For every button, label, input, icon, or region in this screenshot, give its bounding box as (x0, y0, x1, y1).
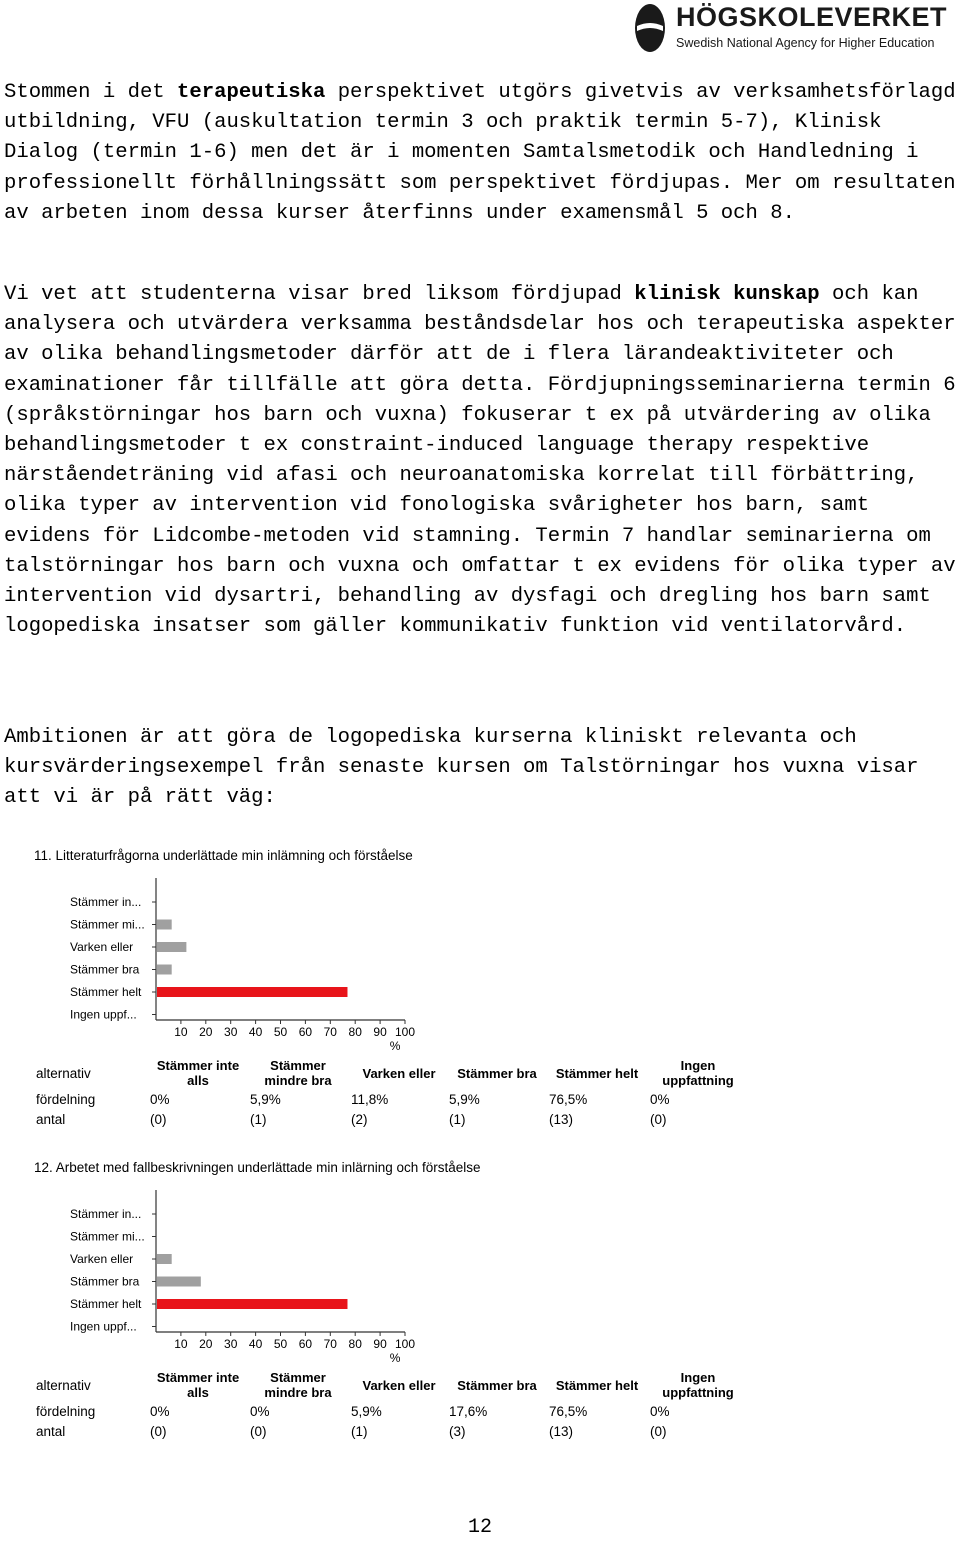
paragraph-terapeutiska (4, 78, 956, 229)
table-header: uppfattning (662, 1073, 734, 1088)
table-percent: 0% (250, 1404, 270, 1419)
chart-svg (30, 842, 760, 1142)
hogskoleverket-logo (634, 2, 960, 54)
table-header: Ingen (680, 1058, 716, 1073)
table-percent: 76,5% (549, 1092, 588, 1107)
x-tick-label: 80 (348, 1337, 362, 1351)
category-label: Stämmer in... (70, 1207, 142, 1221)
x-tick-label: 60 (298, 1337, 313, 1351)
chart-svg (30, 1154, 760, 1454)
table-row-label: fördelning (36, 1092, 96, 1107)
table-count: (0) (650, 1112, 667, 1127)
table-count: (0) (150, 1424, 167, 1439)
x-tick-label: 60 (298, 1025, 313, 1039)
category-label: Ingen uppf... (70, 1007, 137, 1022)
table-header: Varken eller (362, 1378, 436, 1393)
category-label: Stämmer mi... (70, 1229, 145, 1244)
paragraph-ambitionen (4, 723, 956, 814)
category-label: Stämmer helt (70, 1297, 142, 1311)
table-count: (1) (449, 1112, 466, 1127)
table-header: Stämmer (270, 1058, 326, 1073)
text-segment: Stommen i det (4, 81, 178, 104)
logo-title: HÖGSKOLEVERKET (676, 2, 948, 32)
x-tick-label: 30 (224, 1025, 238, 1039)
table-header: Stämmer inte (156, 1058, 240, 1073)
x-tick-label: 90 (373, 1337, 387, 1351)
bar (157, 1277, 201, 1287)
table-header: Varken eller (362, 1066, 436, 1081)
x-tick-label: 90 (373, 1025, 387, 1039)
table-header: Stämmer helt (555, 1378, 639, 1393)
table-count: (3) (449, 1424, 466, 1439)
table-row-label: antal (36, 1112, 66, 1127)
table-row-label: alternativ (36, 1066, 91, 1081)
category-label: Stämmer helt (70, 985, 142, 999)
x-tick-label: 40 (248, 1337, 263, 1351)
bold-text: klinisk kunskap (634, 283, 820, 306)
x-tick-label: 50 (273, 1025, 288, 1039)
x-axis-label: % (389, 1039, 401, 1053)
table-count: (0) (150, 1112, 167, 1127)
table-header: uppfattning (662, 1385, 734, 1400)
table-percent: 76,5% (549, 1404, 588, 1419)
x-axis-label: % (389, 1351, 401, 1365)
chart-question-12 (30, 1154, 760, 1454)
table-count: (13) (549, 1424, 574, 1439)
x-tick-label: 10 (174, 1337, 188, 1351)
table-percent: 0% (650, 1404, 670, 1419)
category-label: Stämmer in... (70, 895, 142, 909)
table-percent: 5,9% (351, 1404, 382, 1419)
table-header: Ingen (680, 1370, 716, 1385)
table-count: (1) (351, 1424, 368, 1439)
x-tick-label: 10 (174, 1025, 188, 1039)
table-percent: 0% (150, 1404, 170, 1419)
table-row-label: antal (36, 1424, 66, 1439)
bar (157, 942, 186, 952)
table-percent: 17,6% (449, 1404, 488, 1419)
table-row-label: alternativ (36, 1378, 91, 1393)
logo-mark-icon (634, 2, 666, 54)
text-segment: Ambitionen är att göra de logopediska kurserna kliniskt relevanta och kursvärderingsexempel från senaste kursen om Talstörningar hos vuxna visar att vi är på rätt väg: (4, 726, 919, 810)
text-segment: Vi vet att studenterna visar bred liksom fördjupad (4, 283, 635, 306)
table-percent: 11,8% (351, 1092, 389, 1107)
chart-question-11 (30, 842, 760, 1142)
table-header: Stämmer (270, 1370, 326, 1385)
category-label: Stämmer mi... (70, 917, 145, 932)
category-label: Stämmer bra (70, 1274, 140, 1289)
table-header: Stämmer bra (457, 1378, 537, 1393)
table-header: mindre bra (264, 1073, 332, 1088)
table-count: (2) (351, 1112, 368, 1127)
table-header: alls (187, 1385, 209, 1400)
x-tick-label: 50 (273, 1337, 288, 1351)
table-count: (0) (250, 1424, 267, 1439)
table-count: (13) (549, 1112, 574, 1127)
x-tick-label: 40 (248, 1025, 263, 1039)
bold-text: terapeutiska (177, 81, 326, 104)
x-tick-label: 30 (224, 1337, 238, 1351)
category-label: Ingen uppf... (70, 1319, 137, 1334)
table-percent: 0% (650, 1092, 670, 1107)
bar (157, 987, 347, 997)
bar (157, 965, 172, 975)
table-percent: 5,9% (449, 1092, 480, 1107)
page-number: 12 (467, 1516, 492, 1539)
x-tick-label: 20 (199, 1025, 213, 1039)
category-label: Varken eller (70, 1252, 134, 1266)
table-header: Stämmer inte (156, 1370, 240, 1385)
table-header: mindre bra (264, 1385, 332, 1400)
table-count: (1) (250, 1112, 267, 1127)
category-label: Stämmer bra (70, 962, 140, 977)
table-header: Stämmer helt (555, 1066, 639, 1081)
text-segment: perspektivet utgörs givetvis av verksamhetsförlagd utbildning, VFU (auskultation termin 3 och praktik termin 5-7), Klinisk Dialog (termin 1-6) men det är i momenten Samtalsmetodik och Handledning i professionellt förhållningssätt som perspektivet fördjupas. Mer om resultaten av arbeten inom dessa kurser återfinns under examensmål 5 och 8. (4, 81, 956, 225)
x-tick-label: 80 (348, 1025, 362, 1039)
x-tick-label: 100 (394, 1025, 416, 1039)
x-tick-label: 100 (394, 1337, 416, 1351)
x-tick-label: 20 (199, 1337, 213, 1351)
table-percent: 5,9% (250, 1092, 281, 1107)
table-row-label: fördelning (36, 1404, 96, 1419)
x-tick-label: 70 (323, 1025, 337, 1039)
table-percent: 0% (150, 1092, 170, 1107)
table-header: alls (187, 1073, 209, 1088)
table-count: (0) (650, 1424, 667, 1439)
bar (157, 1299, 347, 1309)
logo-subtitle: Swedish National Agency for Higher Education (676, 36, 935, 50)
chart-title: 12. Arbetet med fallbeskrivningen underlättade min inlärning och förståelse (34, 1160, 481, 1175)
table-header: Stämmer bra (457, 1066, 537, 1081)
chart-title: 11. Litteraturfrågorna underlättade min inlämning och förståelse (34, 848, 413, 863)
category-label: Varken eller (70, 940, 134, 954)
x-tick-label: 70 (323, 1337, 337, 1351)
bar (157, 1254, 172, 1264)
bar (157, 920, 172, 930)
paragraph-klinisk-kunskap (4, 280, 956, 642)
text-segment: och kan analysera och utvärdera verksamma beståndsdelar hos och terapeutiska aspekter av olika behandlingsmetoder därför att de i flera lärandeaktiviteter och examinationer får tillfälle att göra detta. Fördjupningsseminarierna termin 6 (språkstörningar hos barn och vuxna) fokuserar t ex på utvärdering av olika behandlingsmetoder t ex constraint-induced language therapy respektive närståendeträning vid afasi och neuroanatomiska korrelat till förbättring, olika typer av intervention vid fonologiska svårigheter hos barn, samt evidens för Lidcombe-metoden vid stamning. Termin 7 handlar seminarierna om talstörningar hos barn och vuxna och omfattar t ex evidens för olika typer av intervention vid dysartri, behandling av dysfagi och dregling hos barn samt logopediska insatser som gäller kommunikativ funktion vid ventilatorvård. (4, 283, 956, 639)
